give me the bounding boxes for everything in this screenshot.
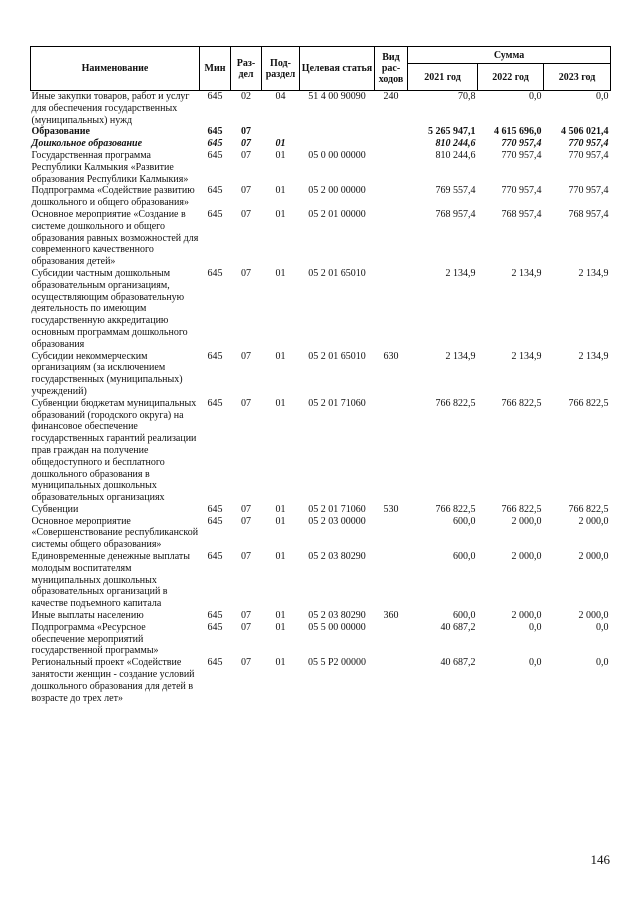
row-podrazdel: 04 bbox=[275, 91, 286, 102]
header-name: Наименование bbox=[31, 47, 200, 91]
row-podrazdel: 01 bbox=[275, 149, 286, 161]
row-podrazdel: 01 bbox=[275, 657, 286, 669]
row-sum-2023: 0,0 bbox=[596, 91, 609, 102]
row-name: Субсидии некоммерческим организациям (за исключением государственных (муниципальных) учреждений) bbox=[31, 350, 183, 397]
row-min: 645 bbox=[207, 208, 223, 220]
row-podrazdel: 01 bbox=[275, 503, 286, 515]
row-name: Основное мероприятие «Совершенствование республиканской системы общего образования» bbox=[31, 515, 199, 551]
row-min: 645 bbox=[207, 185, 223, 197]
row-podrazdel: 01 bbox=[275, 610, 286, 622]
row-sum-2022: 766 822,5 bbox=[501, 397, 542, 409]
row-celevaya bbox=[300, 138, 375, 150]
row-razdel: 07 bbox=[241, 126, 251, 138]
table-row bbox=[31, 91, 611, 127]
row-vid bbox=[375, 657, 408, 704]
row-name: Региональный проект «Содействие занятости женщин - создание условий дошкольного образования для детей в возрасте до трех лет» bbox=[31, 657, 195, 704]
row-vid bbox=[375, 551, 408, 610]
header-vid: Вид рас-ходов bbox=[375, 47, 408, 91]
row-podrazdel: 01 bbox=[275, 551, 286, 563]
row-name: Основное мероприятие «Создание в системе дошкольного и общего образования равных возможностей для современного качественного образования детей» bbox=[31, 208, 199, 268]
row-vid: 240 bbox=[383, 91, 399, 102]
row-vid: 360 bbox=[383, 610, 399, 622]
row-razdel: 07 bbox=[241, 267, 251, 279]
row-sum-2021: 2 134,9 bbox=[445, 267, 476, 279]
row-sum-2021: 600,0 bbox=[453, 515, 476, 527]
row-sum-2021: 766 822,5 bbox=[435, 397, 476, 409]
row-sum-2021: 769 557,4 bbox=[435, 185, 476, 197]
row-sum-2022: 2 134,9 bbox=[511, 350, 542, 362]
row-razdel: 07 bbox=[241, 515, 251, 527]
table-row bbox=[31, 351, 611, 398]
row-min: 645 bbox=[207, 503, 223, 515]
row-name: Подпрограмма «Ресурсное обеспечение мероприятий государственной программы» bbox=[31, 621, 159, 657]
row-razdel: 07 bbox=[241, 621, 251, 633]
row-celevaya: 05 2 01 00000 bbox=[308, 208, 366, 220]
row-sum-2022: 766 822,5 bbox=[501, 503, 542, 515]
row-sum-2021: 2 134,9 bbox=[445, 350, 476, 362]
row-min: 645 bbox=[207, 515, 223, 527]
header-celevaya: Целевая статья bbox=[300, 47, 375, 91]
row-podrazdel: 01 bbox=[275, 185, 286, 197]
header-podrazdel: Под-раздел bbox=[262, 47, 300, 91]
header-min: Мин bbox=[200, 47, 231, 91]
table-row bbox=[31, 657, 611, 704]
row-razdel: 07 bbox=[241, 149, 251, 161]
row-name: Единовременные денежные выплаты молодым воспитателям муниципальных дошкольных образовательных организаций в качестве подъемного капитала bbox=[31, 551, 190, 610]
row-min: 645 bbox=[207, 551, 223, 563]
budget-table bbox=[30, 46, 611, 704]
table-row bbox=[31, 126, 611, 138]
row-name: Дошкольное образование bbox=[31, 138, 143, 150]
row-celevaya: 05 2 00 00000 bbox=[308, 185, 366, 197]
row-sum-2023: 2 134,9 bbox=[578, 267, 609, 279]
row-celevaya: 51 4 00 90090 bbox=[308, 91, 366, 102]
row-celevaya: 05 2 01 71060 bbox=[308, 397, 366, 409]
row-celevaya: 05 2 03 00000 bbox=[308, 515, 366, 527]
row-celevaya: 05 0 00 00000 bbox=[308, 149, 366, 161]
table-row bbox=[31, 551, 611, 610]
row-sum-2022: 2 134,9 bbox=[511, 267, 542, 279]
row-sum-2022: 2 000,0 bbox=[511, 515, 542, 527]
row-min: 645 bbox=[207, 138, 223, 150]
row-sum-2021: 40 687,2 bbox=[440, 657, 476, 669]
row-name: Подпрограмма «Содействие развитию дошкольного и общего образования» bbox=[31, 185, 195, 209]
row-sum-2023: 4 506 021,4 bbox=[561, 126, 609, 138]
row-celevaya: 05 2 01 65010 bbox=[308, 267, 366, 279]
row-vid bbox=[375, 126, 408, 138]
row-sum-2023: 2 000,0 bbox=[578, 610, 609, 622]
row-sum-2022: 2 000,0 bbox=[511, 610, 542, 622]
row-podrazdel bbox=[262, 126, 300, 138]
table-body bbox=[31, 91, 611, 705]
row-min: 645 bbox=[207, 621, 223, 633]
table-row bbox=[31, 138, 611, 150]
row-celevaya: 05 2 03 80290 bbox=[308, 551, 366, 563]
row-min: 645 bbox=[207, 126, 223, 138]
row-vid bbox=[375, 185, 408, 209]
row-podrazdel: 01 bbox=[275, 138, 286, 150]
table-row bbox=[31, 516, 611, 551]
row-podrazdel: 01 bbox=[275, 515, 286, 527]
row-sum-2022: 770 957,4 bbox=[501, 185, 542, 197]
row-vid bbox=[375, 138, 408, 150]
row-sum-2022: 2 000,0 bbox=[511, 551, 542, 563]
row-sum-2022: 0,0 bbox=[529, 621, 542, 633]
row-sum-2021: 5 265 947,1 bbox=[428, 126, 476, 138]
row-razdel: 07 bbox=[241, 350, 251, 362]
table-row bbox=[31, 610, 611, 622]
row-sum-2023: 766 822,5 bbox=[568, 397, 609, 409]
row-sum-2022: 0,0 bbox=[529, 91, 542, 102]
row-razdel: 07 bbox=[241, 503, 251, 515]
row-name: Иные закупки товаров, работ и услуг для обеспечения государственных (муниципальных) нужд bbox=[31, 91, 190, 126]
row-podrazdel: 01 bbox=[275, 397, 286, 409]
row-sum-2022: 768 957,4 bbox=[501, 208, 542, 220]
row-vid: 630 bbox=[383, 350, 399, 362]
row-sum-2023: 0,0 bbox=[596, 657, 609, 669]
table-row bbox=[31, 150, 611, 185]
table-row bbox=[31, 622, 611, 657]
header-year-2021: 2021 год bbox=[408, 64, 478, 91]
row-vid bbox=[375, 398, 408, 504]
budget-sheet bbox=[30, 46, 610, 704]
row-name: Государственная программа Республики Калмыкия «Развитие образования Республики Калмыкия» bbox=[31, 149, 189, 185]
row-min: 645 bbox=[207, 267, 223, 279]
row-razdel: 07 bbox=[241, 551, 251, 563]
row-sum-2021: 600,0 bbox=[453, 610, 476, 622]
row-sum-2023: 2 134,9 bbox=[578, 350, 609, 362]
row-min: 645 bbox=[207, 657, 223, 669]
row-razdel: 02 bbox=[241, 91, 251, 102]
table-row bbox=[31, 398, 611, 504]
table-row bbox=[31, 185, 611, 209]
row-sum-2023: 768 957,4 bbox=[568, 208, 609, 220]
row-sum-2021: 768 957,4 bbox=[435, 208, 476, 220]
table-row bbox=[31, 268, 611, 351]
page-number: 146 bbox=[590, 852, 610, 867]
row-razdel: 07 bbox=[241, 138, 251, 150]
row-sum-2023: 2 000,0 bbox=[578, 551, 609, 563]
row-podrazdel: 01 bbox=[275, 350, 286, 362]
row-sum-2023: 770 957,4 bbox=[568, 149, 609, 161]
row-min: 645 bbox=[207, 91, 223, 102]
row-sum-2021: 810 244,6 bbox=[435, 149, 476, 161]
row-name: Образование bbox=[31, 126, 90, 138]
row-vid bbox=[375, 209, 408, 268]
row-sum-2023: 770 957,4 bbox=[568, 138, 609, 150]
row-podrazdel: 01 bbox=[275, 621, 286, 633]
row-sum-2021: 600,0 bbox=[453, 551, 476, 563]
row-celevaya: 05 2 01 71060 bbox=[308, 503, 366, 515]
row-celevaya: 05 5 00 00000 bbox=[308, 621, 366, 633]
row-name: Субсидии частным дошкольным образовательным организациям, осуществляющим образовательную деятельность по имеющим государственную аккредитацию основным программам дошкольного образования bbox=[31, 267, 188, 350]
row-celevaya: 05 2 03 80290 bbox=[308, 610, 366, 622]
row-sum-2022: 770 957,4 bbox=[501, 149, 542, 161]
table-header bbox=[31, 47, 611, 91]
header-summa: Сумма bbox=[408, 47, 611, 64]
row-sum-2022: 770 957,4 bbox=[501, 138, 542, 150]
row-celevaya: 05 2 01 65010 bbox=[308, 350, 366, 362]
row-razdel: 07 bbox=[241, 657, 251, 669]
row-sum-2022: 4 615 696,0 bbox=[494, 126, 542, 138]
row-sum-2022: 0,0 bbox=[529, 657, 542, 669]
row-sum-2023: 770 957,4 bbox=[568, 185, 609, 197]
row-vid bbox=[375, 268, 408, 351]
row-razdel: 07 bbox=[241, 610, 251, 622]
row-razdel: 07 bbox=[241, 397, 251, 409]
row-name: Субвенции бюджетам муниципальных образований (городского округа) на финансовое обеспечение государственных гарантий реализации прав граждан на получение общедоступного и бесплатного дошкольного образования в муниципальных дошкольных образовательных организациях bbox=[31, 397, 197, 504]
row-name: Иные выплаты населению bbox=[31, 610, 144, 622]
row-name: Субвенции bbox=[31, 503, 79, 515]
row-podrazdel: 01 bbox=[275, 208, 286, 220]
row-sum-2021: 70,8 bbox=[458, 91, 476, 102]
table-row bbox=[31, 209, 611, 268]
header-year-2023: 2023 год bbox=[544, 64, 611, 91]
row-vid bbox=[375, 622, 408, 657]
row-sum-2023: 0,0 bbox=[596, 621, 609, 633]
row-min: 645 bbox=[207, 397, 223, 409]
row-celevaya: 05 5 P2 00000 bbox=[307, 657, 367, 669]
row-podrazdel: 01 bbox=[275, 267, 286, 279]
table-row bbox=[31, 504, 611, 516]
row-vid bbox=[375, 150, 408, 185]
row-sum-2023: 2 000,0 bbox=[578, 515, 609, 527]
row-sum-2023: 766 822,5 bbox=[568, 503, 609, 515]
row-celevaya bbox=[300, 126, 375, 138]
row-min: 645 bbox=[207, 149, 223, 161]
header-razdel: Раз-дел bbox=[231, 47, 262, 91]
row-min: 645 bbox=[207, 350, 223, 362]
row-vid bbox=[375, 516, 408, 551]
row-razdel: 07 bbox=[241, 185, 251, 197]
row-sum-2021: 810 244,6 bbox=[435, 138, 476, 150]
row-sum-2021: 766 822,5 bbox=[435, 503, 476, 515]
row-vid: 530 bbox=[383, 503, 399, 515]
row-sum-2021: 40 687,2 bbox=[440, 621, 476, 633]
row-min: 645 bbox=[207, 610, 223, 622]
header-year-2022: 2022 год bbox=[478, 64, 544, 91]
row-razdel: 07 bbox=[241, 208, 251, 220]
